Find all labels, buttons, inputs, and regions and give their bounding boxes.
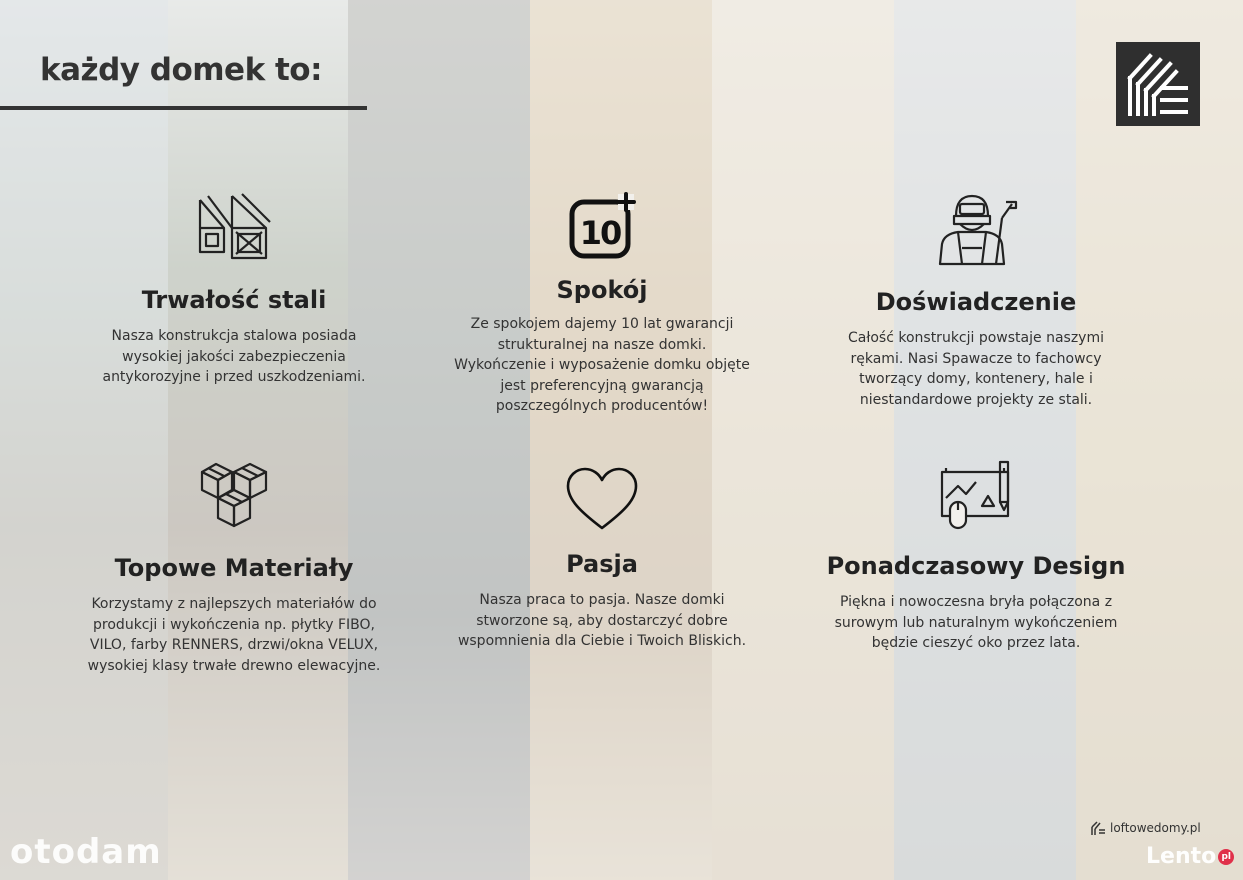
- feature-description: [68, 594, 400, 676]
- heading-underline: [0, 106, 367, 110]
- description-line: produkcji i wykończenia np. płytky FIBO,: [93, 616, 375, 633]
- feature-title: Trwałość stali: [141, 286, 327, 314]
- website-label: [1090, 820, 1201, 836]
- description-line: Całość konstrukcji powstaje naszymi: [848, 330, 1104, 346]
- description-line: Korzystamy z najlepszych materiałów do: [91, 596, 377, 612]
- boxes-icon: [198, 458, 270, 530]
- feature-title: Doświadczenie: [875, 288, 1077, 316]
- description-line: niestandardowe projekty ze stali.: [859, 391, 1093, 408]
- feature-title: Topowe Materiały: [114, 554, 354, 582]
- feature-description: [810, 592, 1142, 654]
- description-line: surowym lub naturalnym wykończeniem: [834, 614, 1118, 631]
- description-line: wysokiej klasy trwałe drewno elewacyjne.: [87, 657, 381, 674]
- feature-description: [436, 314, 768, 417]
- description-line: poszczególnych producentów!: [495, 398, 709, 414]
- lento-watermark: [1146, 844, 1234, 869]
- feature-title: Spokój: [556, 276, 648, 304]
- loftowe-domy-small-logo-icon: [1090, 820, 1106, 836]
- feature-peace-of-mind: [436, 192, 768, 417]
- description-line: będzie cieszyć oko przez lata.: [871, 635, 1081, 651]
- description-line: tworzący domy, kontenery, hale i: [859, 371, 1093, 387]
- description-line: Ze spokojem dajemy 10 lat gwarancji: [470, 316, 734, 332]
- feature-passion: [436, 466, 768, 652]
- feature-title: Ponadczasowy Design: [826, 552, 1126, 580]
- website-url: loftowedomy.pl: [1110, 821, 1201, 835]
- welder-icon: [934, 192, 1018, 266]
- svg-text:10: 10: [579, 214, 621, 252]
- otodom-watermark: otodam: [10, 832, 162, 872]
- description-line: wspomnienia dla Ciebie i Twoich Bliskich.: [457, 633, 747, 649]
- loftowe-domy-logo-icon: [1116, 42, 1200, 126]
- description-line: Wykończenie i wyposażenie domku objęte: [454, 357, 750, 373]
- description-line: Nasza praca to pasja. Nasze domki: [479, 592, 725, 608]
- steel-profiles-icon: [196, 192, 272, 264]
- description-line: rękami. Nasi Spawacze to fachowcy: [850, 350, 1102, 367]
- description-line: Piękna i nowoczesna bryła połączona z: [839, 594, 1113, 610]
- description-line: strukturalnej na nasze domki.: [497, 336, 707, 353]
- feature-top-materials: [68, 458, 400, 676]
- design-blueprint-icon: [938, 458, 1014, 532]
- page-heading: każdy domek to:: [40, 52, 323, 88]
- feature-steel-durability: [68, 192, 400, 388]
- description-line: wysokiej jakości zabezpieczenia: [122, 348, 346, 365]
- lento-text: Lento: [1146, 844, 1217, 869]
- description-line: stworzone są, aby dostarczyć dobre: [476, 612, 728, 629]
- feature-description: [436, 590, 768, 652]
- lento-pl-badge: pl: [1218, 849, 1234, 865]
- description-line: Nasza konstrukcja stalowa posiada: [111, 328, 357, 344]
- ten-plus-icon: [568, 192, 636, 262]
- description-line: jest preferencyjną gwarancją: [500, 377, 704, 394]
- heart-icon: [565, 466, 639, 532]
- description-line: antykorozyjne i przed uszkodzeniami.: [102, 369, 366, 385]
- feature-description: [810, 328, 1142, 410]
- feature-title: Pasja: [566, 550, 638, 578]
- description-line: VILO, farby RENNERS, drzwi/okna VELUX,: [89, 637, 379, 653]
- feature-description: [68, 326, 400, 388]
- feature-timeless-design: [810, 458, 1142, 654]
- feature-experience: [810, 192, 1142, 410]
